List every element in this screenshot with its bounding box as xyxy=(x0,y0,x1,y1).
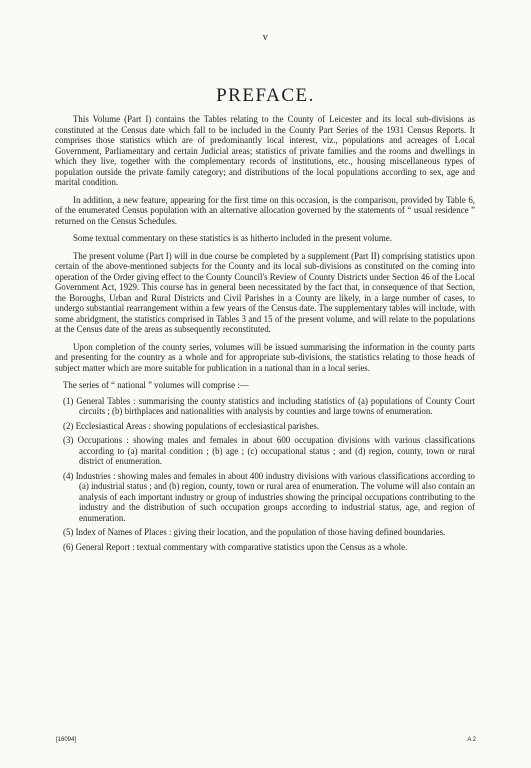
paragraph: Upon completion of the county series, volumes will be issued summarising the information in the county parts and presenting for the country as a whole and for appropriate sub-divisions, the statistics relating to those heads of subject matter which are more suitable for publication in a national than in a local series. xyxy=(55,341,475,373)
print-code: [16094] xyxy=(56,737,77,743)
paragraph: The present volume (Part I) will in due course be completed by a supplement (Part II) comprising statistics upon certain of the above-mentioned subjects for the County and its local sub-divisions as constituted on the coming into operation of the Order giving effect to the County Council's Review of County Districts under Section 46 of the Local Government Act, 1929. This course has in general been necessitated by the fact that, in consequence of that Section, the Boroughs, Urban and Rural Districts and Civil Parishes in a County are likely, in a large number of cases, to undergo substantial rearrangement within a few years of the Census date. The supplementary tables will include, with some abridgment, the statistics comprised in Tables 3 and 15 of the present volume, and will relate to the populations at the Census date of the areas as subsequently reconstituted. xyxy=(55,250,475,334)
list-item: (4) Industries : showing males and females in about 400 industry divisions with various classifications according to (a) industrial status ; and (b) region, county, town or rural area of enumeration. The volume will also contain an analysis of each important industry or group of industries showing the principal occupations contributing to the industry and the distribution of such occupation groups according to industrial status, age, and region of enumeration. xyxy=(63,470,475,523)
list-item: (6) General Report : textual commentary with comparative statistics upon the Census as a whole. xyxy=(63,541,408,552)
list-item: (2) Ecclesiastical Areas : showing populations of ecclesiastical parishes. xyxy=(63,420,320,431)
list-item: (5) Index of Names of Places : giving their location, and the population of those having defined boundaries. xyxy=(63,527,446,537)
list-intro: The series of “ national ” volumes will comprise :— xyxy=(63,380,249,390)
page-title: PREFACE. xyxy=(216,85,315,106)
page-number: v xyxy=(262,32,269,43)
paragraph: Some textual commentary on these statistics is as hitherto included in the present volume. xyxy=(73,233,392,243)
list-item: (1) General Tables : summarising the county statistics and including statistics of (a) populations of County Court circuits ; (b) birthplaces and nationalities with analysis by counties and large towns of enumeration. xyxy=(63,395,475,416)
body-text xyxy=(55,114,475,556)
paragraph: In addition, a new feature, appearing for the first time on this occasion, is the comparison, provided by Table 6, of the enumerated Census population with an alternative allocation governed by the statements of “ usual residence ” returned on the Census Schedules. xyxy=(55,194,475,226)
list-item: (3) Occupations : showing males and females in about 600 occupation divisions with various classifications according to (a) marital condition ; (b) age ; (c) occupational status ; and (d) region, county, town or rural district of enumeration. xyxy=(63,435,475,466)
page-footer xyxy=(56,737,476,743)
paragraph: This Volume (Part I) contains the Tables relating to the County of Leicester and its local sub-divisions as constituted at the Census date which fall to be included in the County Part Series of the 1931 Census Reports. It comprises those statistics which are of predominantly local interest, viz., populations and acreages of Local Government, Parliamentary and certain Judicial areas; statistics of private families and the rooms and dwellings in which they live, together with the complementary records of institutions, etc., housing miscellaneous types of population outside the private family category; and distributions of the local populations according to sex, age and marital condition. xyxy=(55,114,475,187)
signature-mark: A 2 xyxy=(467,737,476,743)
